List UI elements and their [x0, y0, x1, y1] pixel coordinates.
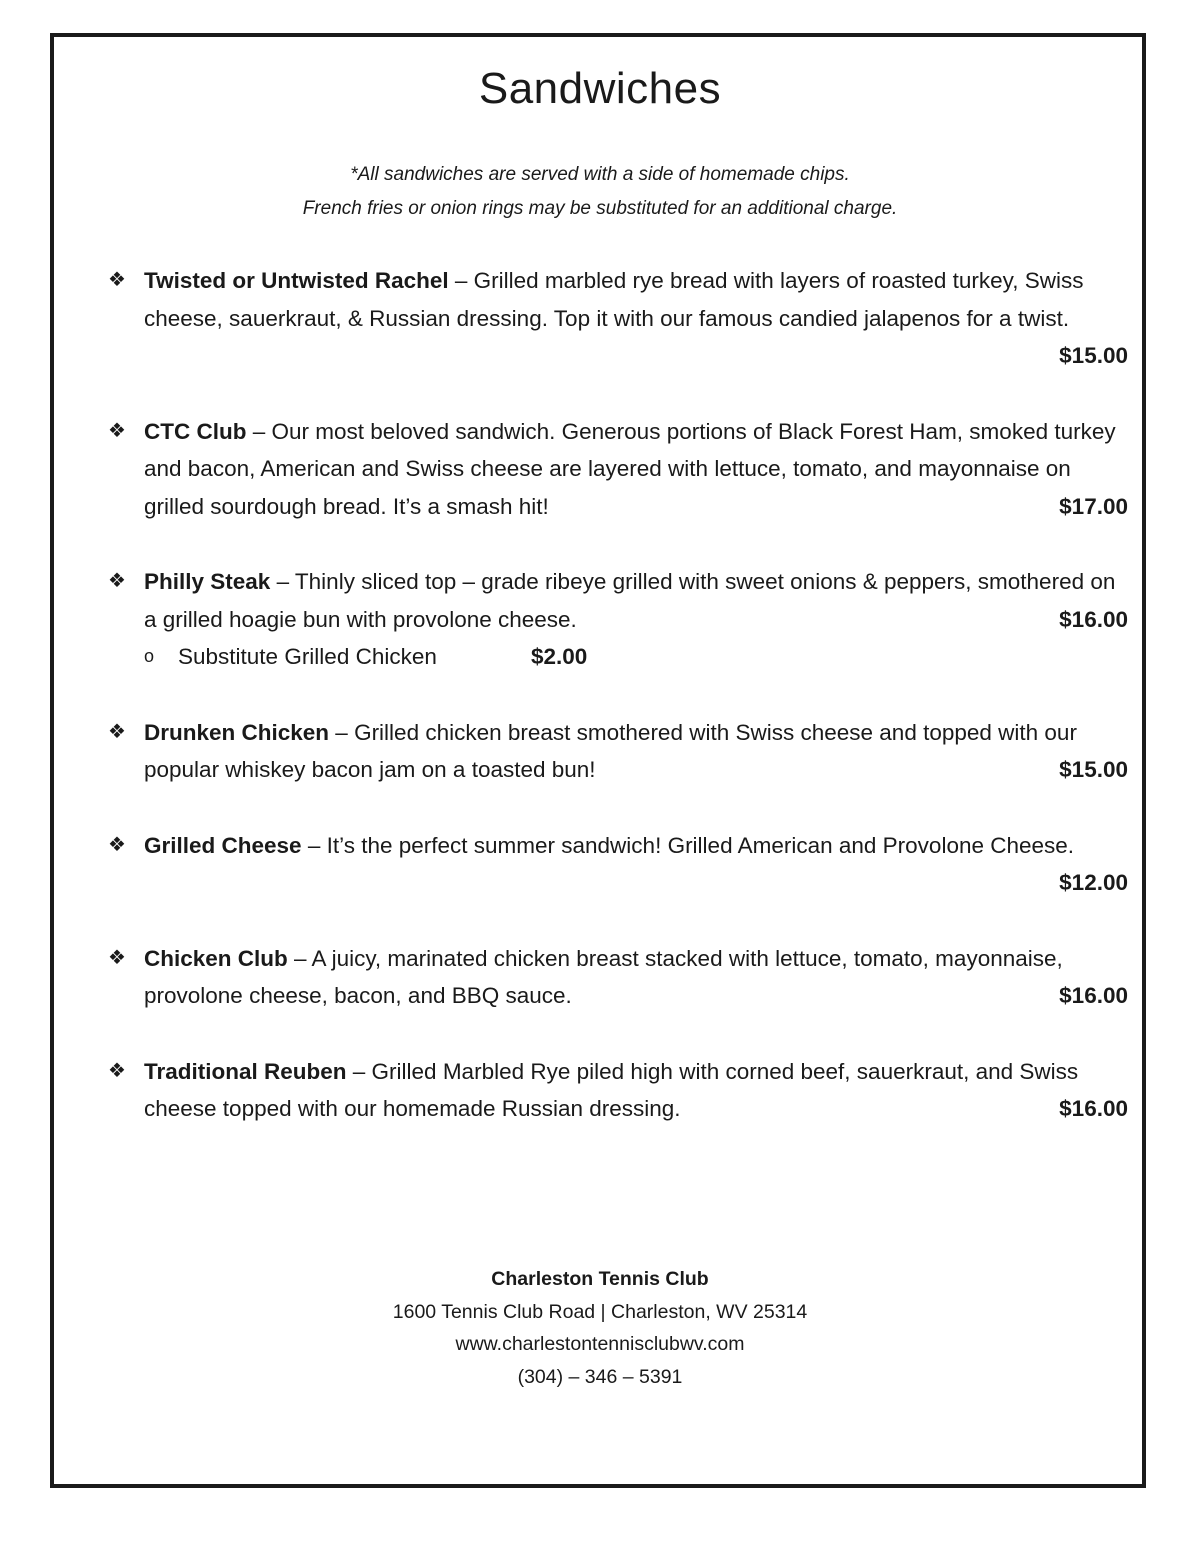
- menu-item: [108, 940, 1128, 1015]
- menu-item: [108, 1053, 1128, 1128]
- item-description: – Thinly sliced top – grade ribeye grilled with sweet onions & peppers, smothered on a grilled hoagie bun with provolone cheese.: [144, 569, 1116, 632]
- item-price: $12.00: [1059, 870, 1128, 895]
- item-name: Twisted or Untwisted Rachel: [144, 268, 449, 293]
- diamond-bullet-icon: ❖: [108, 269, 126, 291]
- item-option: [108, 638, 1128, 676]
- item-price: $15.00: [1059, 757, 1128, 782]
- club-phone: (304) – 346 – 5391: [517, 1365, 683, 1388]
- diamond-bullet-icon: ❖: [108, 570, 126, 592]
- menu-item: [108, 262, 1128, 375]
- club-name: Charleston Tennis Club: [491, 1268, 709, 1290]
- item-name: Grilled Cheese: [144, 832, 302, 858]
- menu-item: [108, 827, 1128, 902]
- option-label: Substitute Grilled Chicken: [178, 644, 437, 669]
- item-description: – Grilled marbled rye bread with layers of roasted turkey, Swiss cheese, sauerkraut, & Russian dressing. Top it with our famous candied jalapenos for a twist.: [144, 268, 1084, 331]
- item-description: – Our most beloved sandwich. Generous portions of Black Forest Ham, smoked turkey and bacon, American and Swiss cheese are layered with lettuce, tomato, and mayonnaise on grilled sourdough bread. It’s a smash hit!: [144, 418, 1116, 519]
- item-price: $16.00: [1059, 1096, 1128, 1121]
- menu-item: [108, 714, 1128, 789]
- diamond-bullet-icon: ❖: [108, 419, 126, 442]
- serving-note: *All sandwiches are served with a side of homemade chips.: [350, 164, 850, 185]
- item-price: $17.00: [1059, 493, 1128, 519]
- item-description: – Grilled chicken breast smothered with Swiss cheese and topped with our popular whiskey bacon jam on a toasted bun!: [144, 719, 1077, 782]
- circle-bullet-icon: o: [144, 646, 155, 666]
- diamond-bullet-icon: ❖: [108, 1059, 126, 1082]
- item-price: $16.00: [1059, 983, 1128, 1008]
- diamond-bullet-icon: ❖: [108, 720, 126, 743]
- item-price: $15.00: [1059, 343, 1128, 368]
- item-description: – It’s the perfect summer sandwich! Grilled American and Provolone Cheese.: [301, 832, 1075, 858]
- item-price: $16.00: [1059, 606, 1128, 632]
- item-name: Drunken Chicken: [144, 719, 330, 745]
- item-name: Philly Steak: [144, 569, 271, 594]
- item-name: Traditional Reuben: [144, 1058, 347, 1084]
- diamond-bullet-icon: ❖: [108, 833, 126, 856]
- page-title: Sandwiches: [478, 64, 722, 113]
- club-website: www.charlestontennisclubwv.com: [455, 1333, 745, 1355]
- menu-item: [108, 563, 1128, 638]
- item-description: – A juicy, marinated chicken breast stacked with lettuce, tomato, mayonnaise, provolone cheese, bacon, and BBQ sauce.: [144, 945, 1063, 1008]
- item-name: Chicken Club: [144, 945, 288, 971]
- option-price: $2.00: [531, 644, 588, 669]
- club-address: 1600 Tennis Club Road | Charleston, WV 25314: [392, 1300, 808, 1323]
- substitution-note: French fries or onion rings may be substituted for an additional charge.: [302, 198, 898, 219]
- diamond-bullet-icon: ❖: [108, 946, 126, 969]
- club-footer: [0, 1263, 1200, 1393]
- item-name: CTC Club: [144, 418, 247, 444]
- item-description: – Grilled Marbled Rye piled high with corned beef, sauerkraut, and Swiss cheese topped with our homemade Russian dressing.: [144, 1058, 1079, 1121]
- menu-item: [108, 413, 1128, 526]
- sandwich-list: [108, 262, 1128, 1128]
